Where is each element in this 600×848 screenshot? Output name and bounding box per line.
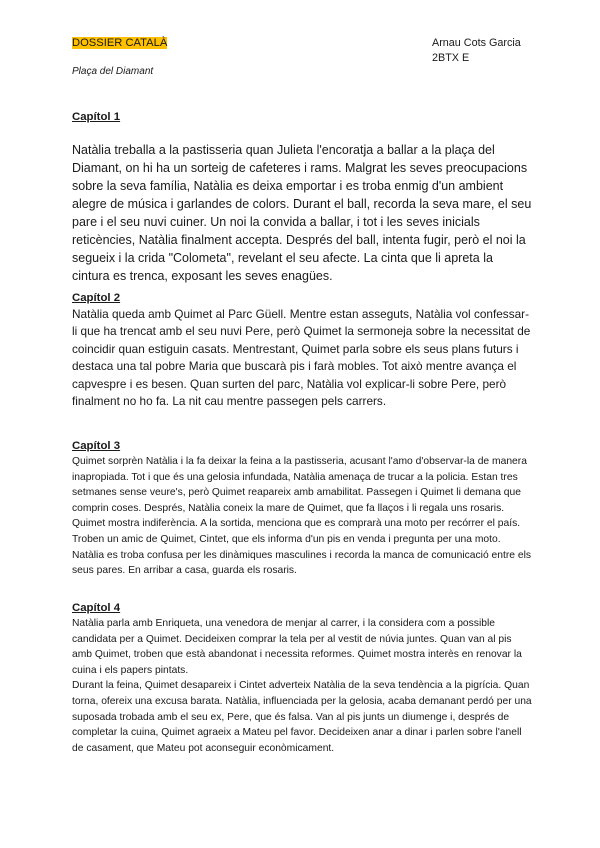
document-header-left xyxy=(72,36,167,51)
chapter-paragraph: Quimet sorprèn Natàlia i la fa deixar la feina a la pastisseria, acusant l'amo d'observar-la de manera inapropiada. Tot i que és una gelosia infundada, Natàlia amenaça de trucar a la policia. Estan tres setmanes sense veure's, però Quimet reapareix amb amabilitat. Passegen i Quimet li demana que comprin coses. Després, Natàlia coneix la mare de Quimet, que fa llaços i li regala uns rosaris. Quimet mostra indiferència. A la sortida, menciona que es comprarà una moto per recórrer el país. Troben un amic de Quimet, Cintet, que els informa d'un pis en venda i pregunta per una moto. Natàlia es troba confusa per les dinàmiques masculines i recorda la manca de comunicació entre els seus pares. En arribar a casa, guarda els rosaris. xyxy=(72,456,532,577)
chapter-2 xyxy=(72,292,532,410)
chapter-title: Capítol 3 xyxy=(72,440,121,452)
chapter-paragraph: Natàlia queda amb Quimet al Parc Güell. Mentre estan asseguts, Natàlia vol confessar-li que ha trencat amb el seu nuvi Pere, però Quimet la sermoneja sobre la necessitat de coincidir quan estiguin casats. Mentrestant, Quimet parla sobre els seus plans futurs i destaca una tal pobre Maria que buscarà pis i farà mobles. Tot això mentre avança el capvespre i es besen. Quan surten del parc, Natàlia vol explicar-li sobre Pere, però finalment no ho fa. La nit cau mentre passegen pels carrers. xyxy=(72,307,531,409)
document-header-right xyxy=(432,36,521,66)
chapter-paragraph: Natàlia parla amb Enriqueta, una venedora de menjar al carrer, i la considera com a possible candidata per a Quimet. Decideixen comprar la tela per al vestit de núvia juntes. Quan van al pis amb Quimet, troben que està abandonat i necessita reformes. Quimet mostra interès en renovar la cuina i els papers pintats. xyxy=(72,618,522,676)
author-name: Arnau Cots Garcia xyxy=(432,37,521,49)
book-subtitle: Plaça del Diamant xyxy=(72,66,154,77)
chapter-3 xyxy=(72,440,532,579)
dossier-title: DOSSIER CATALÀ xyxy=(72,37,168,49)
chapter-4 xyxy=(72,602,532,756)
chapter-title: Capítol 2 xyxy=(72,292,121,304)
chapter-title: Capítol 1 xyxy=(72,111,121,123)
chapter-title: Capítol 4 xyxy=(72,602,121,614)
chapter-paragraph: Durant la feina, Quimet desapareix i Cintet adverteix Natàlia de la seva tendència a la pigrícia. Quan torna, ofereix una excusa barata. Natàlia, influenciada per la gelosia, acaba demanant perdó per una suposada trobada amb el seu ex, Pere, que és falsa. Van al pis junts un diumenge i, després de completar la cuina, Quimet agraeix a Mateu pel favor. Decideixen anar a dinar i parlen sobre l'anell de casament, que Mateu pot aconseguir econòmicament. xyxy=(72,680,532,754)
class-group: 2BTX E xyxy=(432,52,470,64)
chapter-paragraph: Natàlia treballa a la pastisseria quan Julieta l'encoratja a ballar a la plaça del Diamant, on hi ha un sorteig de cafeteres i rams. Malgrat les seves preocupacions sobre la seva família, Natàlia es deixa emportar i es troba enmig d'un ambient alegre de música i garlandes de colors. Durant el ball, recorda la seva mare, el seu pare i el seu nuvi cuiner. Un noi la convida a ballar, i tot i les seves inicials reticències, Natàlia finalment accepta. Després del ball, intenta fugir, però el noi la segueix i la crida "Colometa", revelant el seu afecte. La cinta que li apreta la cintura es trenca, exposant les seves enagües. xyxy=(72,143,532,283)
chapter-1 xyxy=(72,111,532,285)
